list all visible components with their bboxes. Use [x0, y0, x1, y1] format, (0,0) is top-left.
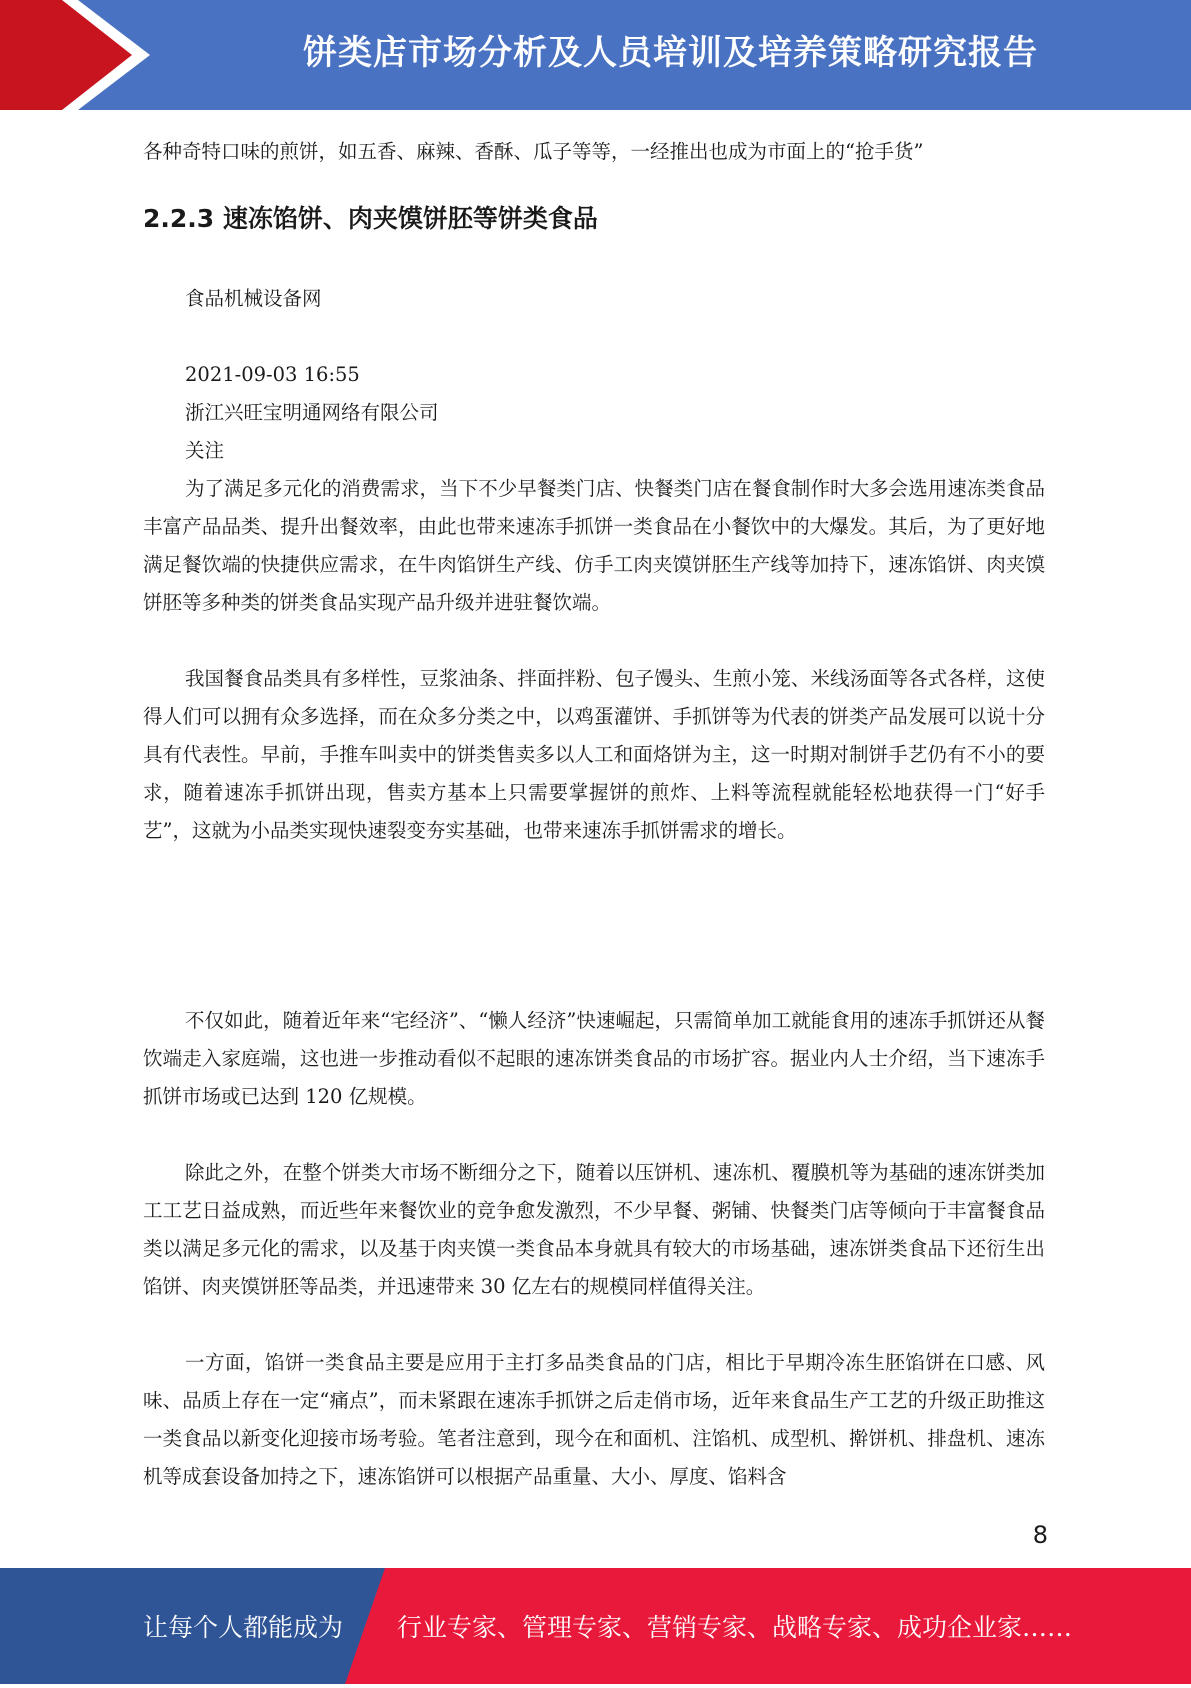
page-footer	[0, 1568, 1191, 1684]
publish-datetime: 2021-09-03 16:55	[185, 363, 360, 386]
paragraph: 为了满足多元化的消费需求，当下不少早餐类门店、快餐类门店在餐食制作时大多会选用速冻类食品丰富产品品类、提升出餐效率，由此也带来速冻手抓饼一类食品在小餐饮中的大爆发。其后，为了更好地满足餐饮端的快捷供应需求，在牛肉馅饼生产线、仿手工肉夹馍饼胚生产线等加持下，速冻馅饼、肉夹馍饼胚等多种类的饼类食品实现产品升级并进驻餐饮端。	[143, 477, 1045, 614]
page-number: 8	[1032, 1521, 1048, 1549]
paragraph: 一方面，馅饼一类食品主要是应用于主打多品类食品的门店，相比于早期冷冻生胚馅饼在口感、风味、品质上存在一定“痛点”，而未紧跟在速冻手抓饼之后走俏市场，近年来食品生产工艺的升级正助推这一类食品以新变化迎接市场考验。笔者注意到，现今在和面机、注馅机、成型机、擀饼机、排盘机、速冻机等成套设备加持之下，速冻馅饼可以根据产品重量、大小、厚度、馅料含	[143, 1351, 1045, 1488]
paragraph: 我国餐食品类具有多样性，豆浆油条、拌面拌粉、包子馒头、生煎小笼、米线汤面等各式各样，这使得人们可以拥有众多选择，而在众多分类之中，以鸡蛋灌饼、手抓饼等为代表的饼类产品发展可以说十分具有代表性。早前，手推车叫卖中的饼类售卖多以人工和面烙饼为主，这一时期对制饼手艺仍有不小的要求，随着速冻手抓饼出现，售卖方基本上只需要掌握饼的煎炸、上料等流程就能轻松地获得一门“好手艺”，这就为小品类实现快速裂变夯实基础，也带来速冻手抓饼需求的增长。	[143, 667, 1045, 842]
intro-line: 各种奇特口味的煎饼，如五香、麻辣、香酥、瓜子等等，一经推出也成为市面上的“抢手货”	[143, 140, 924, 163]
company-name: 浙江兴旺宝明通网络有限公司	[185, 401, 439, 424]
section-heading: 2.2.3 速冻馅饼、肉夹馍饼胚等饼类食品	[143, 204, 598, 233]
report-title: 饼类店市场分析及人员培训及培养策略研究报告	[303, 33, 1038, 73]
source-label: 食品机械设备网	[185, 287, 322, 310]
page-header	[0, 0, 1191, 110]
footer-slogan-left: 让每个人都能成为	[143, 1613, 344, 1642]
footer-slogan-right: 行业专家、管理专家、营销专家、战略专家、成功企业家……	[397, 1613, 1073, 1642]
follow-label: 关注	[185, 439, 225, 462]
paragraph: 除此之外，在整个饼类大市场不断细分之下，随着以压饼机、速冻机、覆膜机等为基础的速冻饼类加工工艺日益成熟，而近些年来餐饮业的竞争愈发激烈，不少早餐、粥铺、快餐类门店等倾向于丰富餐食品类以满足多元化的需求，以及基于肉夹馍一类食品本身就具有较大的市场基础，速冻饼类食品下还衍生出馅饼、肉夹馍饼胚等品类，并迅速带来 30 亿左右的规模同样值得关注。	[143, 1161, 1045, 1298]
paragraph: 不仅如此，随着近年来“宅经济”、“懒人经济”快速崛起，只需简单加工就能食用的速冻手抓饼还从餐饮端走入家庭端，这也进一步推动看似不起眼的速冻饼类食品的市场扩容。据业内人士介绍，当下速冻手抓饼市场或已达到 120 亿规模。	[143, 1009, 1045, 1108]
